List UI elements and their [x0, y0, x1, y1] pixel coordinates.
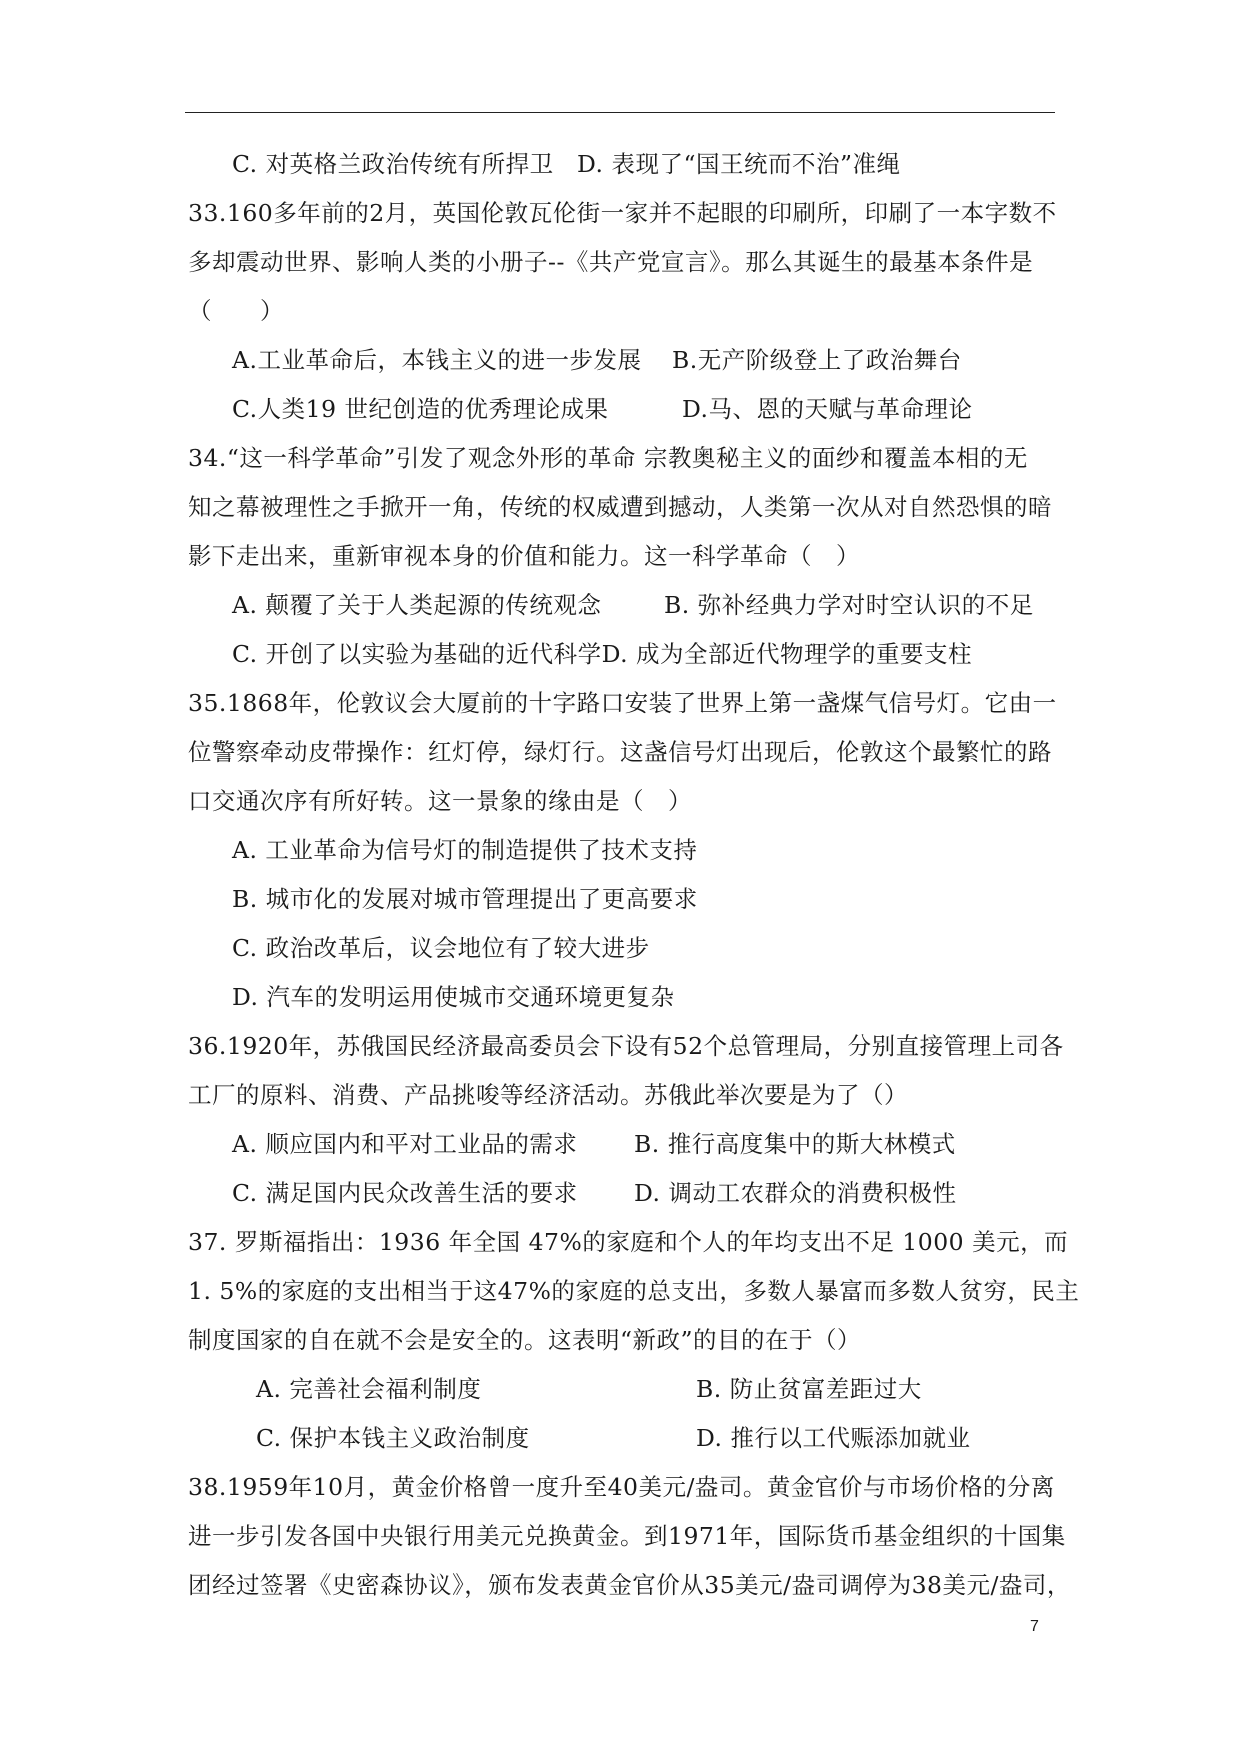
page-number: 7: [1030, 1618, 1039, 1635]
header-rule: [185, 112, 1055, 113]
q36-option-c: C. 满足国内民众改善生活的要求: [232, 1179, 578, 1207]
q34-stem-line-1: 34.“这一科学革命”引发了观念外形的革命 宗教奥秘主义的面纱和覆盖本相的无: [188, 444, 1028, 472]
q37-option-c: C. 保护本钱主义政治制度: [256, 1424, 530, 1452]
q35-option-b: B. 城市化的发展对城市管理提出了更高要求: [232, 885, 698, 913]
q36-option-a: A. 顺应国内和平对工业品的需求: [232, 1130, 578, 1158]
q32-option-d: D. 表现了“国王统而不治”准绳: [577, 150, 901, 178]
q33-stem-line-2: 多却震动世界、影响人类的小册子--《共产党宣言》。那么其诞生的最基本条件是: [188, 248, 1034, 276]
q37-option-d: D. 推行以工代赈添加就业: [696, 1424, 971, 1452]
q36-options-cd: [188, 1169, 1088, 1218]
q34-option-a: A. 颠覆了关于人类起源的传统观念: [232, 591, 602, 619]
q34-option-c: C. 开创了以实验为基础的近代科学: [232, 640, 602, 668]
q32-option-c: C. 对英格兰政治传统有所捍卫: [232, 150, 554, 178]
q37-option-a: A. 完善社会福利制度: [256, 1375, 482, 1403]
q34-option-d: D. 成为全部近代物理学的重要支柱: [601, 640, 973, 668]
q33-option-a: A.工业革命后，本钱主义的进一步发展: [232, 346, 642, 374]
q34-options-cd: [188, 630, 1088, 679]
q34-option-b: B. 弥补经典力学对时空认识的不足: [664, 591, 1034, 619]
q36-options-ab: [188, 1120, 1088, 1169]
exam-page: [188, 140, 1088, 1610]
q36-stem-line-2: 工厂的原料、消费、产品挑唆等经济活动。苏俄此举次要是为了（）: [188, 1081, 908, 1109]
q37-stem-line-2: 1. 5%的家庭的支出相当于这47%的家庭的总支出，多数人暴富而多数人贫穷，民主: [188, 1277, 1080, 1305]
q34-stem-line-3: 影下走出来，重新审视本身的价值和能力。这一科学革命（ ）: [188, 542, 860, 570]
q35-option-d: D. 汽车的发明运用使城市交通环境更复杂: [232, 983, 675, 1011]
q35-stem-line-1: 35.1868年，伦敦议会大厦前的十字路口安装了世界上第一盏煤气信号灯。它由一: [188, 689, 1057, 717]
q35-option-a: A. 工业革命为信号灯的制造提供了技术支持: [232, 836, 698, 864]
q36-option-d: D. 调动工农群众的消费积极性: [634, 1179, 957, 1207]
q36-option-b: B. 推行高度集中的斯大林模式: [634, 1130, 956, 1158]
q33-stem-line-3: （ ）: [188, 297, 284, 325]
q34-stem-line-2: 知之幕被理性之手掀开一角，传统的权威遭到撼动，人类第一次从对自然恐惧的暗: [188, 493, 1052, 521]
q37-stem-line-3: 制度国家的自在就不会是安全的。这表明“新政”的目的在于（）: [188, 1326, 862, 1354]
q37-options-ab: [188, 1365, 1088, 1414]
q33-options-ab: [188, 336, 1088, 385]
q33-option-b: B.无产阶级登上了政治舞台: [672, 346, 962, 374]
q38-stem-line-1: 38.1959年10月，黄金价格曾一度升至40美元/盎司。黄金官价与市场价格的分离: [188, 1473, 1055, 1501]
q36-stem-line-1: 36.1920年，苏俄国民经济最高委员会下设有52个总管理局，分别直接管理上司各: [188, 1032, 1064, 1060]
q33-options-cd: [188, 385, 1088, 434]
q35-stem-line-2: 位警察牵动皮带操作：红灯停，绿灯行。这盏信号灯出现后，伦敦这个最繁忙的路: [188, 738, 1052, 766]
q33-option-d: D.马、恩的天赋与革命理论: [682, 395, 973, 423]
q37-options-cd: [188, 1414, 1088, 1463]
q38-stem-line-3: 团经过签署《史密森协议》，颁布发表黄金官价从35美元/盎司调停为38美元/盎司，: [188, 1571, 1071, 1599]
q37-option-b: B. 防止贫富差距过大: [696, 1375, 922, 1403]
q33-stem-line-1: 33.160多年前的2月，英国伦敦瓦伦街一家并不起眼的印刷所，印刷了一本字数不: [188, 199, 1057, 227]
q33-option-c: C.人类19 世纪创造的优秀理论成果: [232, 395, 609, 423]
q32-options-cd: [188, 140, 1088, 189]
q35-stem-line-3: 口交通次序有所好转。这一景象的缘由是（ ）: [188, 787, 692, 815]
q34-options-ab: [188, 581, 1088, 630]
q37-stem-line-1: 37. 罗斯福指出：1936 年全国 47%的家庭和个人的年均支出不足 1000 美元，而: [188, 1228, 1069, 1256]
q35-option-c: C. 政治改革后，议会地位有了较大进步: [232, 934, 650, 962]
q38-stem-line-2: 进一步引发各国中央银行用美元兑换黄金。到1971年，国际货币基金组织的十国集: [188, 1522, 1066, 1550]
